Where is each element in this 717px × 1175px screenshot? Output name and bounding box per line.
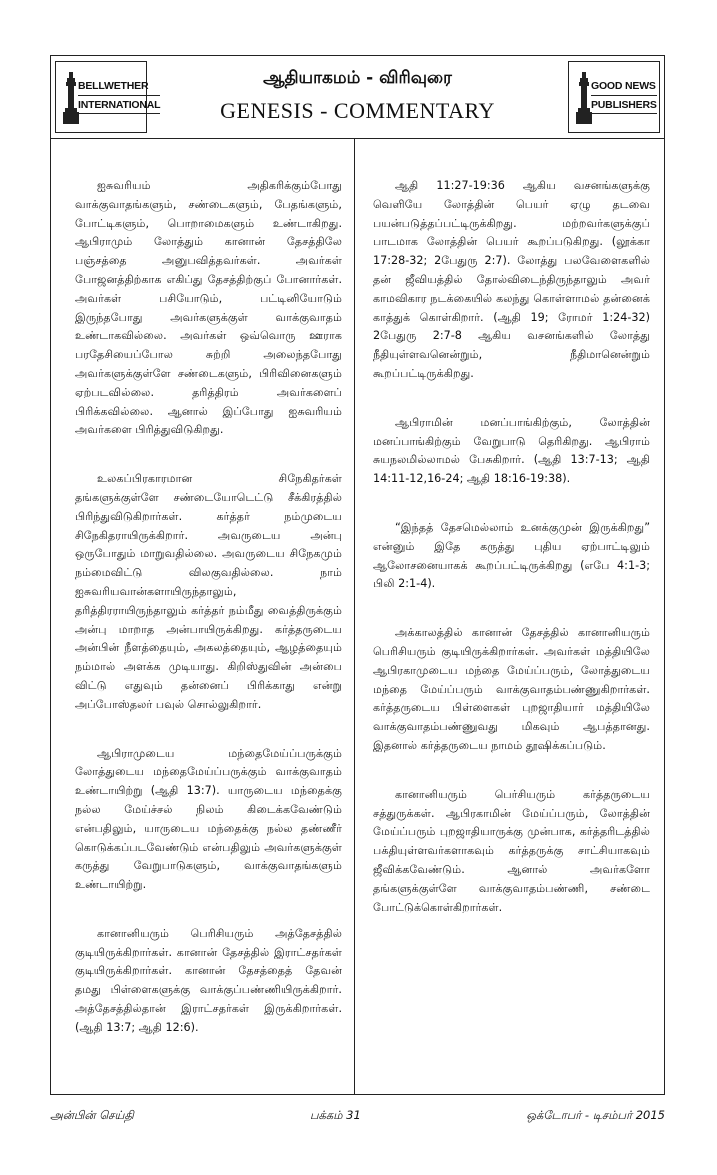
page-footer <box>50 1108 665 1128</box>
footer-page-number: பக்கம் 31 <box>310 1108 361 1122</box>
page-header <box>51 56 664 139</box>
paragraph: கானானியரும் பெரிசியரும் அத்தேசத்தில் குடியிருக்கிறார்கள். கானான் தேசத்தில் இராட்சதர்கள் குடியிருக்கிறார்கள். கானான் தேசத்தைத் தேவன் தமது பிள்ளைகளுக்கு வாக்குப்பண்ணியிருக்கிறார். அத்தேசத்தில்தான் இராட்சதர்கள் இருக்கிறார்கள். (ஆதி 13:7; ஆதி 12:6). <box>75 926 342 1034</box>
footer-issue-date: ஒக்டோபர் - டிசம்பர் 2015 <box>526 1108 665 1122</box>
tower-logo-icon <box>576 70 592 126</box>
good-news-logo <box>568 61 660 133</box>
logo-left-line2: INTERNATIONAL <box>78 97 160 114</box>
paragraph: ஆபிராமின் மனப்பாங்கிற்கும், லோத்தின் மனப்பாங்கிற்கும் வேறுபாடு தெரிகிறது. ஆபிராம் சுயநலமில்லாமல் பேசுகிறார். (ஆதி 13:7-13; ஆதி 14:11-12,16-24; ஆதி 18:16-19:38). <box>373 415 650 486</box>
paragraph: உலகப்பிரகாரமான சிநேகிதர்கள் தங்களுக்குள்ளே சண்டையோடெட்டு சீக்கிரத்தில் பிரிந்துவிடுகிறார்கள். கர்த்தர் நம்முடைய சிநேகிதராயிருக்கிறார். அவருடைய அன்பு ஒருபோதும் மாறுவதில்லை. அவருடைய சிநேகமும் நம்மைவிட்டு விலகுவதில்லை. நாம் ஐசுவரியவான்களாயிருந்தாலும், தரித்திரராயிருந்தாலும் கர்த்தர் நம்மீது வைத்திருக்கும் அன்பு மாறாத அன்பாயிருக்கிறது. கர்த்தருடைய அன்பின் நீளத்தையும், அகலத்தையும், ஆழத்தையும் நம்மால் அளக்க முடியாது. கிறிஸ்துவின் அன்பை விட்டு எதுவும் தன்னைப் பிரிக்காது என்று அப்போஸ்தலர் பவுல் சொல்லுகிறார். <box>75 472 342 711</box>
title-english: GENESIS - COMMENTARY <box>220 98 495 123</box>
paragraph: அக்காலத்தில் கானான் தேசத்தில் கானானியரும் பெரிசியரும் குடியிருக்கிறார்கள். அவர்கள் மத்தியிலே ஆபிரகாமுடைய மந்தை மேய்ப்பரும், லோத்துடைய மந்தை மேய்ப்பரும் வாக்குவாதம்பண்ணுகிறார்கள். கர்த்தருடைய பிள்ளைகள் புறஜாதியார் மத்தியிலே வாக்குவாதம்பண்ணுவது மிகவும் ஆபத்தானது. இதனால் கர்த்தருடைய நாமம் தூஷிக்கப்படும். <box>373 626 650 752</box>
tower-logo-icon <box>63 70 79 126</box>
body-columns <box>51 139 664 1094</box>
paragraph: ஐசுவரியம் அதிகரிக்கும்போது வாக்குவாதங்களும், சண்டைகளும், பேதங்களும், போட்டிகளும், பொறாமைகளும் உண்டாகிறது. ஆபிராமும் லோத்தும் கானான் தேசத்திலே பஞ்சத்தை அனுபவித்தவர்கள். அவர்கள் போஜனத்திற்காக எகிப்து தேசத்திற்குப் போனார்கள். அவர்கள் பசியோடும், பட்டினியோடும் இருந்தபோது அவர்களுக்குள் வாக்குவாதம் உண்டாகவில்லை. அவர்கள் ஒவ்வொரு ஊராக பரதேசியைப்போல சுற்றி அலைந்தபோது அவர்களுக்குள்ளே சண்டைகளும், பிரிவினைகளும் ஏற்படவில்லை. தரித்திரம் அவர்களைப் பிரிக்கவில்லை. ஆனால் இப்போது ஐசுவரியம் அவர்களை பிரித்துவிடுகிறது. <box>75 179 342 437</box>
paragraph: “இந்தத் தேசமெல்லாம் உனக்குமுன் இருக்கிறது” என்னும் இதே கருத்து புதிய ஏற்பாட்டிலும் ஆலோசனையாகக் கூறப்பட்டிருக்கிறது (எபே 4:1-3; பிலி 2:1-4). <box>373 520 650 591</box>
logo-right-line1: GOOD NEWS <box>591 78 657 96</box>
page-frame <box>50 55 665 1095</box>
bellwether-logo <box>55 61 161 133</box>
good-news-logo-text <box>591 78 657 114</box>
right-column <box>355 139 664 1094</box>
bellwether-logo-text <box>78 78 160 114</box>
paragraph: ஆபிராமுடைய மந்தைமேய்ப்பருக்கும் லோத்துடைய மந்தைமேய்ப்பருக்கும் வாக்குவாதம் உண்டாயிற்று (ஆதி 13:7). யாருடைய மந்தைக்கு நல்ல மேய்ச்சல் நிலம் கிடைக்கவேண்டும் என்பதிலும், யாருடைய மந்தைக்கு நல்ல தண்ணீர் கொடுக்கப்படவேண்டும் என்பதிலும் அவர்களுக்குள் கருத்து வேறுபாடுகளும், வாக்குவாதங்களும் உண்டாயிற்று. <box>75 746 342 892</box>
paragraph: கானானியரும் பெர்சியரும் கர்த்தருடைய சத்துருக்கள். ஆபிரகாமின் மேய்ப்பரும், லோத்தின் மேய்ப்பரும் புறஜாதியாருக்கு முன்பாக, கர்த்தரிடத்தில் பக்தியுள்ளவர்களாகவும் கர்த்தருக்கு சாட்சியாகவும் ஜீவிக்கவேண்டும். ஆனால் அவர்களோ தங்களுக்குள்ளே வாக்குவாதம்பண்ணி, சண்டை போட்டுக்கொள்கிறார்கள். <box>373 787 650 914</box>
paragraph: ஆதி 11:27-19:36 ஆகிய வசனங்களுக்கு வெளியே லோத்தின் பெயர் ஏழு தடவை பயன்படுத்தப்பட்டிருக்கிறது. மற்றவர்களுக்குப் பாடமாக லோத்தின் பெயர் கூறப்படுகிறது. (லூக்கா 17:28-32; 2பேதுரு 2:7). லோத்து பலவேளைகளில் தன் ஜீவியத்தில் தோல்விடைந்திருந்தாலும் அவர் காமவிகார நடக்கையில் கலந்து கொள்ளாமல் தன்னைக் காத்துக் கொள்கிறார். (ஆதி 19; ரோமர் 1:24-32) 2பேதுரு 2:7-8 ஆகிய வசனங்களில் லோத்து நீதியுள்ளவனென்றும், நீதிமானென்றும் கூறப்பட்டிருக்கிறது. <box>373 179 650 380</box>
footer-magazine-name: அன்பின் செய்தி <box>50 1108 134 1122</box>
logo-right-line2: PUBLISHERS <box>591 97 657 114</box>
left-column <box>51 139 355 1094</box>
title-tamil: ஆதியாகமம் - விரிவுரை <box>263 68 452 88</box>
logo-left-line1: BELLWETHER <box>78 78 160 96</box>
